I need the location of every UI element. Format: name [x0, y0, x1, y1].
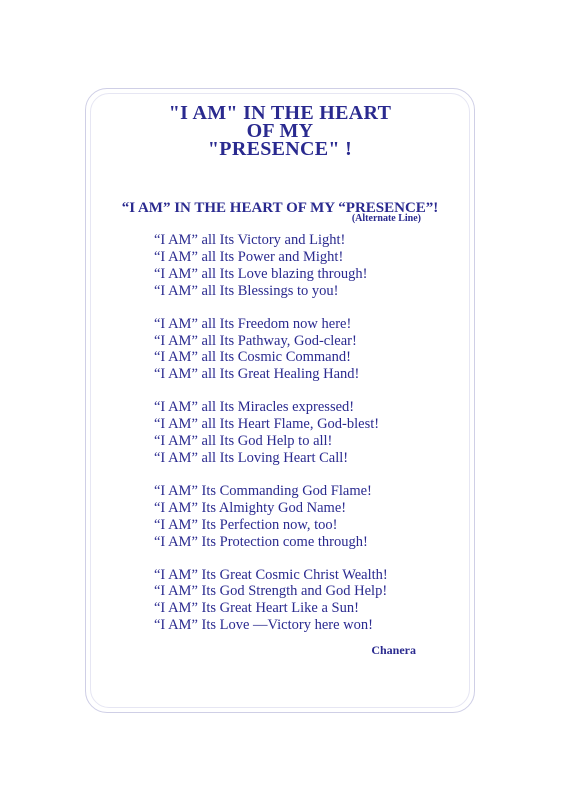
alternate-line-note: (Alternate Line)	[351, 213, 421, 224]
verse-line: “I AM” all Its God Help to all!	[154, 433, 333, 450]
verse-line: “I AM” Its Great Cosmic Christ Wealth!	[154, 566, 388, 583]
verse-line: “I AM” all Its Pathway, God-clear!	[154, 332, 357, 349]
stanza	[154, 232, 464, 300]
decree-body	[154, 232, 464, 650]
verse-line: “I AM” all Its Freedom now here!	[154, 315, 352, 332]
stanza	[154, 483, 464, 551]
verse-line: “I AM” all Its Heart Flame, God-blest!	[154, 416, 380, 433]
title-line: "I AM" IN THE HEART	[168, 102, 392, 124]
verse-line: “I AM” all Its Loving Heart Call!	[154, 449, 349, 466]
verse-line: “I AM” Its God Strength and God Help!	[154, 583, 388, 600]
verse-line: “I AM” all Its Miracles expressed!	[154, 399, 355, 416]
author-signature: Chanera	[371, 643, 416, 657]
verse-line: “I AM” Its Perfection now, too!	[154, 516, 338, 533]
verse-line: “I AM” all Its Power and Might!	[154, 248, 344, 265]
stanza	[154, 399, 464, 467]
verse-line: “I AM” Its Love —Victory here won!	[154, 617, 373, 634]
verse-line: “I AM” all Its Love blazing through!	[154, 265, 368, 282]
decree-subtitle: “I AM” IN THE HEART OF MY “PRESENCE”!	[121, 200, 439, 216]
stanza	[154, 316, 464, 384]
verse-line: “I AM” Its Commanding God Flame!	[154, 482, 372, 499]
verse-line: “I AM” Its Great Heart Like a Sun!	[154, 600, 359, 617]
verse-line: “I AM” all Its Great Healing Hand!	[154, 366, 360, 383]
verse-line: “I AM” Its Protection come through!	[154, 533, 368, 550]
verse-line: “I AM” Its Almighty God Name!	[154, 499, 347, 516]
stanza	[154, 567, 464, 635]
verse-line: “I AM” all Its Blessings to you!	[154, 282, 339, 299]
decree-title	[85, 104, 475, 158]
verse-line: “I AM” all Its Cosmic Command!	[154, 349, 351, 366]
title-line: "PRESENCE" !	[207, 138, 353, 160]
verse-line: “I AM” all Its Victory and Light!	[154, 232, 346, 248]
title-line: OF MY	[246, 120, 314, 142]
